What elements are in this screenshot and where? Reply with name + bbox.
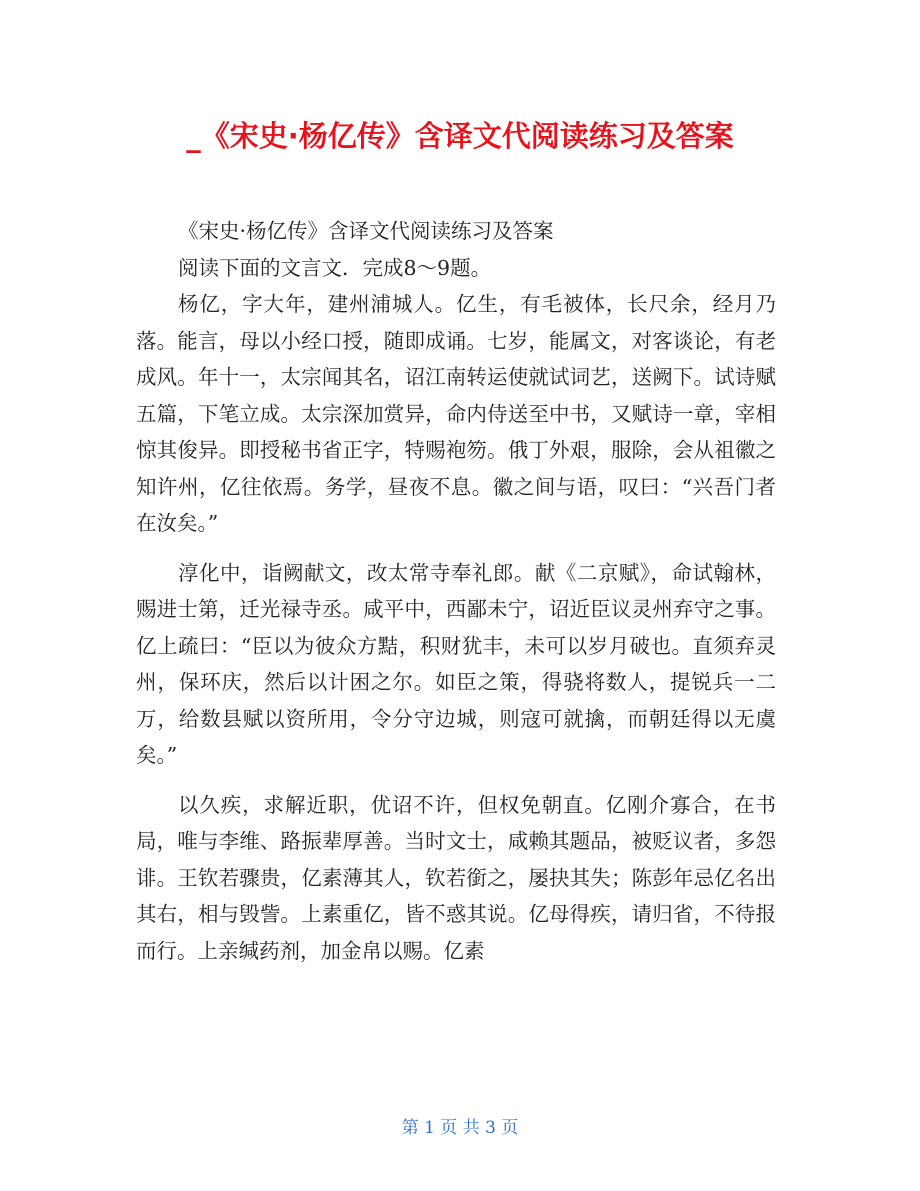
document-title: _《宋史·杨亿传》含译文代阅读练习及答案 (186, 119, 734, 153)
paragraph-3: 以久疾，求解近职，优诏不许，但权免朝直。亿刚介寡合，在书局，唯与李维、路振辈厚善。当时文士，咸赖其题品，被贬议者，多怨诽。王钦若骤贵，亿素薄其人，钦若銜之，屡抉其失；陈彭年忌亿名出其右，相与毁訾。上素重亿，皆不惑其说。亿母得疾，请归省，不待报而行。上亲缄药剂，加金帛以赐。亿素 (136, 792, 776, 963)
document-body (136, 213, 776, 969)
paragraph-instruction: 阅读下面的文言文．完成8～9题。 (178, 255, 492, 280)
paragraph-subtitle: 《宋史·杨亿传》含译文代阅读练习及答案 (178, 219, 554, 243)
page-number-footer: 第 1 页 共 3 页 (401, 1118, 519, 1138)
paragraph-2: 淳化中，诣阙献文，改太常寺奉礼郎。献《二京赋》，命试翰林，赐进士第，迁光禄寺丞。咸平中，西鄙未宁，诏近臣议灵州弃守之事。亿上疏曰：“臣以为彼众方黠，积财犹丰，未可以岁月破也。直须弃灵州，保环庆，然后以计困之尔。如臣之策，得骁将数人，提锐兵一二万，给数县赋以资所用，令分守边城，则寇可就擒，而朝廷得以无虞矣。” (136, 560, 776, 767)
paragraph-1: 杨亿，字大年，建州浦城人。亿生，有毛被体，长尺余，经月乃落。能言，母以小经口授，随即成诵。七岁，能属文，对客谈论，有老成风。年十一，太宗闻其名，诏江南转运使就试词艺，送阙下。试诗赋五篇，下笔立成。太宗深加赏异，命内侍送至中书，又赋诗一章，宰相惊其俊异。即授秘书省正字，特赐袍笏。俄丁外艰，服除，会从祖徽之知许州，亿往依焉。务学，昼夜不息。徽之间与语，叹曰：“兴吾门者在汝矣。” (136, 292, 776, 535)
